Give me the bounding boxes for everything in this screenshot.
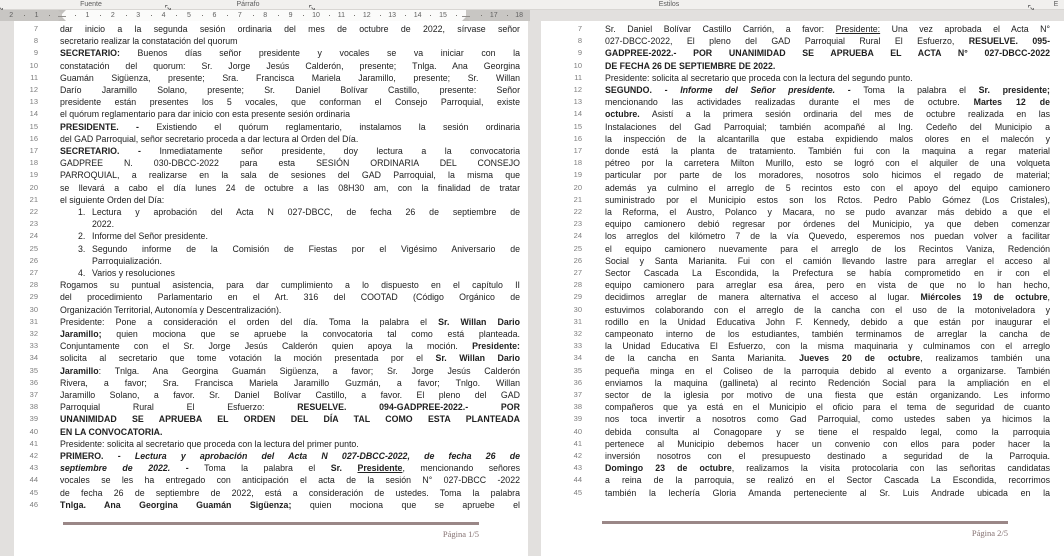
line-number: 7 <box>577 24 582 33</box>
document-line <box>14 352 528 364</box>
document-line <box>14 487 528 499</box>
document-line <box>541 108 1064 120</box>
ruler-tick <box>176 15 177 16</box>
line-number: 10 <box>573 60 582 70</box>
line-number: 25 <box>573 243 582 253</box>
document-line <box>541 377 1064 389</box>
ruler-tick <box>430 15 431 16</box>
line-number: 20 <box>29 182 38 192</box>
ruler-row <box>0 10 1064 21</box>
document-line <box>541 291 1064 303</box>
line-number: 37 <box>573 390 582 399</box>
document-line <box>541 157 1064 169</box>
line-text: del GAD Parroquial, señor secretario proceda a dar lectura al Orden del Día. <box>60 133 359 144</box>
ruler-number: 12 <box>362 12 371 19</box>
line-number: 30 <box>29 304 38 314</box>
line-number: 43 <box>29 463 38 473</box>
ruler-tick <box>380 15 381 16</box>
ruler-number: 10 <box>312 12 320 19</box>
first-line-indent-marker[interactable] <box>58 10 66 14</box>
line-text: también la lechería Gloria Amanda perteneciente al Sr. Luis Andrade ubicada en la <box>605 487 1050 498</box>
line-number: 36 <box>573 377 582 387</box>
line-number: 41 <box>29 438 38 448</box>
ruler-tick <box>253 15 254 16</box>
line-number: 16 <box>573 133 582 143</box>
line-number: 35 <box>29 365 38 375</box>
list-number: 2. <box>78 231 86 242</box>
line-number: 27 <box>29 268 38 277</box>
document-line <box>541 426 1064 438</box>
line-text: Presidente: Pone a consideración el orden del día. Toma la palabra el Sr. Willan Dario <box>60 316 520 327</box>
paragraph-dialog-launcher-icon[interactable] <box>308 0 317 9</box>
ruler-tick <box>75 15 76 16</box>
document-line <box>14 96 528 108</box>
line-text: estuvimos colaborando con el arreglo de la cancha con el uso de la motoniveladora y <box>605 304 1050 315</box>
line-number: 41 <box>573 438 582 448</box>
ruler-tick <box>481 15 482 16</box>
document-line <box>14 230 528 242</box>
list-number: 3. <box>78 243 86 254</box>
line-text: 3. Segundo informe de la Comisión de Fiestas por el Vigésimo Aniversario de <box>78 243 520 254</box>
document-canvas <box>0 21 1064 556</box>
document-line <box>541 206 1064 218</box>
line-text: 2022. <box>92 219 115 230</box>
document-line <box>14 243 528 255</box>
document-line <box>541 365 1064 377</box>
ruler-number: 2 <box>110 12 115 19</box>
document-line <box>14 23 528 35</box>
line-number: 44 <box>29 475 38 485</box>
line-number: 11 <box>574 72 582 82</box>
document-line <box>14 255 528 267</box>
document-line <box>14 316 528 328</box>
line-number: 11 <box>30 72 38 82</box>
line-text: el siguiente Orden del Día: <box>60 194 165 205</box>
line-number: 38 <box>29 402 38 412</box>
ruler-tick <box>100 15 101 16</box>
line-text: donde está la planta de tratamiento. También fui con la maquina a regar material <box>605 146 1050 156</box>
document-line <box>541 23 1064 35</box>
line-number: 18 <box>573 158 582 168</box>
document-line <box>541 35 1064 47</box>
ribbon-group-label-styles: Estilos <box>658 1 680 8</box>
line-number: 35 <box>573 365 582 375</box>
line-number: 33 <box>573 341 582 351</box>
line-number: 15 <box>29 121 38 131</box>
line-text: el quórum reglamentario para dar inicio con esta presente sesión ordinaria <box>60 109 350 120</box>
line-text: el equipo camionero nuevamente para el arreglo de los Recintos Vaniza, Redención <box>605 243 1050 254</box>
line-text: Presidente: solicita al secretario que proceda con la lectura del segundo punto. <box>605 72 913 83</box>
line-text: Parroquial Rural El Esfuerzo: RESUELVE. 094-GADPREE-2022.- POR <box>60 402 520 413</box>
document-line <box>14 377 528 389</box>
document-line <box>541 487 1064 499</box>
line-text: Instalaciones del Gad Parroquial; también acompañé al Ing. Cedeño del Municipio a <box>605 121 1050 132</box>
document-line <box>541 133 1064 145</box>
line-text: nos toca invertir a nosotros como Gad Parroquial, como ustedes saben ya hicimos la <box>605 414 1050 425</box>
ruler-number: 1 <box>34 12 39 19</box>
line-number: 37 <box>29 390 38 399</box>
line-text: compañeros que ya está en el Municipio el oficio para el tema de seguridad de cuanto <box>605 402 1050 413</box>
document-line <box>14 426 528 438</box>
line-number: 9 <box>33 48 38 58</box>
document-line <box>14 169 528 181</box>
line-text: SECRETARIO: Buenos días señor presidente y vocales se va iniciar con la <box>60 48 520 59</box>
ruler-tick <box>24 15 25 16</box>
line-text: dar inicio a la segunda sesión ordinaria del mes de octubre de 2022, sírvase señor <box>60 24 520 34</box>
line-text: Conjuntamente con el Sr. Jorge Jesús Calderón quien apoya la moción. Presidente: <box>60 341 520 352</box>
ribbon-group-label-font: Fuente <box>80 1 102 8</box>
line-text: SEGUNDO. - Informe del Señor presidente. - Toma la palabra el Sr. presidente; <box>605 85 1050 95</box>
line-number: 14 <box>29 109 38 119</box>
document-line <box>14 340 528 352</box>
line-text: PRIMERO. - Lectura y aprobación del Acta N 027-DBCC-2022, de fecha 26 de <box>60 451 520 461</box>
ruler-tick <box>456 15 457 16</box>
document-line <box>14 121 528 133</box>
line-text: constatación del quorum: Sr. Jorge Jesús Calderón, presente; Tnlga. Ana Georgina <box>60 60 520 71</box>
document-line <box>14 279 528 291</box>
line-text: particular por parte de los moradores, nosotros solo hicimos el regado de material; <box>605 170 1050 181</box>
line-text: vocales se les ha entregado con anticipación el acta de la sesión N° 027-DBCC -2022 <box>60 475 520 486</box>
line-text: UNANIMIDAD SE APRUEBA EL ORDEN DEL DÍA TAL COMO ESTA PLANTEADA <box>60 414 520 425</box>
line-text: equipo camionero para arreglar esa área, pero en vista de que no lo han hecho, <box>605 280 1050 291</box>
line-text: campeonato interno de los estudiantes, también terminamos de arreglar la cancha de <box>605 329 1050 339</box>
line-text: Rogamos su puntual asistencia, para dar cumplimiento a lo dispuesto en el capítulo II <box>60 280 520 291</box>
line-text: equipo camionero debió regresar por órdenes del Municipio, ya que deben comenzar <box>605 219 1050 230</box>
document-line <box>14 157 528 169</box>
document-line <box>14 145 528 157</box>
ruler-tick <box>227 15 228 16</box>
document-line <box>14 47 528 59</box>
font-dialog-launcher-icon[interactable] <box>164 0 173 9</box>
ruler-number: 8 <box>263 12 268 19</box>
styles-dialog-launcher-icon[interactable] <box>1027 0 1036 9</box>
document-line <box>14 218 528 230</box>
line-number: 32 <box>573 329 582 338</box>
line-text: enviamos la maquina (gallineta) al recinto Redención Social para la ampliación en el <box>605 377 1050 388</box>
line-text: además ya culmino el arreglo de 5 recintos esto con el apoyo del equipo camionero <box>605 182 1050 193</box>
line-text: PARROQUIAL, a realizarse en la sala de sesiones del GAD Parroquial, la misma que <box>60 170 520 181</box>
line-text: presidente están presentes los 5 vocales, que conforman el Consejo Parroquial, existe <box>60 97 520 108</box>
ruler-number: 18 <box>515 12 524 19</box>
document-line <box>14 194 528 206</box>
document-line <box>541 194 1064 206</box>
line-text: la Reforma, el Austro, Polanco y Macara, no se pudo avanzar más debido a que el <box>605 207 1050 217</box>
document-line <box>541 47 1064 59</box>
line-text: la Unidad Educativa El Esfuerzo, con la misma maquinaria y culminamos con el arreglo <box>605 341 1050 352</box>
line-text: Rivera, a favor; Sra. Francisca Mariela Jaramillo Guzmán, a favor; Tnlgo. Willan <box>60 377 520 388</box>
line-number: 20 <box>573 182 582 192</box>
ribbon-group-label-edge: E <box>1053 1 1059 8</box>
document-line <box>14 60 528 72</box>
line-text: rodillo en la Unidad Educativa John F. Kennedy, debido a que están por inaugurar el <box>605 316 1050 327</box>
ruler-number: 1 <box>85 12 90 19</box>
line-number: 16 <box>29 133 38 143</box>
ruler-tick <box>202 15 203 16</box>
line-number: 40 <box>29 426 38 436</box>
line-number: 42 <box>573 451 582 460</box>
document-line <box>14 365 528 377</box>
document-line <box>541 401 1064 413</box>
line-number: 31 <box>573 316 582 326</box>
line-text: mencionando las actividades realizadas durante el mes de octubre. Martes 12 de <box>605 97 1050 108</box>
document-line <box>541 279 1064 291</box>
line-number: 33 <box>29 341 38 351</box>
document-line <box>541 304 1064 316</box>
line-number: 29 <box>29 292 38 302</box>
line-text: Presidente: solicita al secretario que proceda con la lectura del primer punto. <box>60 438 359 449</box>
document-line <box>541 340 1064 352</box>
document-line <box>541 474 1064 486</box>
line-text: PRESIDENTE. - Existiendo el quórum reglamentario, instalamos la sesión ordinaria <box>60 121 520 132</box>
document-line <box>541 145 1064 157</box>
ruler-number: 6 <box>212 12 217 19</box>
document-line <box>541 243 1064 255</box>
ruler-number: 17 <box>489 12 498 19</box>
line-text: octubre. Asistí a la primera sesión ordinaria del mes de octubre realizada en las <box>605 109 1050 120</box>
line-number: 12 <box>573 85 582 94</box>
line-number: 10 <box>29 60 38 70</box>
line-number: 26 <box>573 255 582 265</box>
line-number: 23 <box>573 219 582 229</box>
line-text: Darío Jaramillo Solano, presente; Sr. Daniel Bolívar Castillo, presente: Señor <box>60 85 520 95</box>
line-text: GADPREE-2022.- POR UNANIMIDAD SE APRUEBA EL ACTA N° 027-DBCC-2022 <box>605 48 1050 59</box>
document-line <box>14 84 528 96</box>
line-number: 24 <box>573 231 582 241</box>
line-number: 22 <box>573 207 582 216</box>
document-line <box>14 182 528 194</box>
document-line <box>14 108 528 120</box>
ruler-tick <box>49 15 50 16</box>
line-text: Sr. Daniel Bolívar Castillo Carrión, a favor: Presidente: Una vez aprobada el Acta N° <box>605 24 1050 34</box>
document-line <box>541 96 1064 108</box>
line-text: a reina de la parroquia, se realizó en el Sector Cascada La Escondida, recorrimos <box>605 475 1050 486</box>
document-line <box>541 255 1064 267</box>
line-text: solicita al secretario que tome votación la moción presentada por el Sr. Willan Dario <box>60 353 520 364</box>
document-line <box>541 438 1064 450</box>
document-line <box>541 218 1064 230</box>
line-number: 27 <box>573 268 582 277</box>
line-number: 36 <box>29 377 38 387</box>
line-text: Jaramillo Solano, a favor. Sr. Daniel Bolívar Castillo, a favor. El pleno del GAD <box>60 390 520 400</box>
ruler-tick <box>151 15 152 16</box>
line-number: 8 <box>33 36 38 46</box>
line-number: 29 <box>573 292 582 302</box>
line-number: 40 <box>573 426 582 436</box>
document-line <box>541 450 1064 462</box>
line-text: DE FECHA 26 DE SEPTIEMBRE DE 2022. <box>605 60 776 71</box>
document-line <box>14 328 528 340</box>
document-line <box>14 304 528 316</box>
line-text: pequeña minga en el Coliseo de la parroquia debido al evento a organizarse. También <box>605 365 1050 376</box>
document-line <box>14 133 528 145</box>
line-number: 25 <box>29 243 38 253</box>
line-number: 13 <box>29 97 38 107</box>
line-number: 24 <box>29 231 38 241</box>
document-line <box>541 462 1064 474</box>
line-number: 7 <box>33 24 38 33</box>
line-text: suministrado por el Municipio estos son los Rctos. Pedro Pablo Gómez (Los Cristales), <box>605 194 1050 205</box>
line-text: EN LA CONVOCATORIA. <box>60 426 163 437</box>
document-line <box>14 450 528 462</box>
line-number: 9 <box>577 48 582 58</box>
line-text: los arreglos del kilómetro 7 de la vía Quevedo, esperemos nos puedan volver a facilitar <box>605 231 1050 242</box>
horizontal-ruler[interactable] <box>0 10 530 21</box>
document-line <box>541 328 1064 340</box>
line-number: 15 <box>573 121 582 131</box>
line-text: Parroquialización. <box>92 255 162 266</box>
document-line <box>541 121 1064 133</box>
document-line <box>14 401 528 413</box>
line-number: 19 <box>573 170 582 180</box>
list-number: 4. <box>78 268 86 278</box>
document-line <box>14 462 528 474</box>
line-number: 46 <box>29 499 38 509</box>
document-line <box>541 169 1064 181</box>
ruler-number: 4 <box>161 12 166 19</box>
line-number: 8 <box>577 36 582 46</box>
line-number: 19 <box>29 170 38 180</box>
line-number: 39 <box>29 414 38 424</box>
document-line <box>14 474 528 486</box>
document-line <box>541 72 1064 84</box>
line-number: 26 <box>29 255 38 265</box>
line-number: 43 <box>573 463 582 473</box>
line-number: 39 <box>573 414 582 424</box>
line-number: 34 <box>29 353 38 363</box>
footer-rule <box>63 522 479 525</box>
document-line <box>541 230 1064 242</box>
line-text: Domingo 23 de octubre, realizamos la visita protocolaria con las señoritas candidatas <box>605 463 1050 474</box>
ribbon-group-row <box>0 0 1064 10</box>
document-line <box>14 267 528 279</box>
document-line <box>14 438 528 450</box>
ruler-number: 15 <box>439 12 447 19</box>
line-number: 23 <box>29 219 38 229</box>
line-text: SECRETARIO. - Inmediatamente señor presidente, doy lectura a la convocatoria <box>60 146 520 156</box>
ruler-tick <box>405 15 406 16</box>
document-line <box>14 72 528 84</box>
line-number: 44 <box>573 475 582 485</box>
line-number: 13 <box>573 97 582 107</box>
page-2[interactable] <box>541 21 1064 556</box>
ruler-number: 7 <box>237 12 242 19</box>
line-text: secretario realizar la constatación del quorum <box>60 36 238 47</box>
line-number: 28 <box>573 280 582 290</box>
ruler-number: 3 <box>136 12 141 19</box>
line-text: se llevará a cabo el día lunes 24 de octubre a las 08H30 am, con la finalidad de tratar <box>60 182 520 193</box>
line-text: Social y Santa Marianita. Fui con el camión llevando lastre para arreglar el acceso al <box>605 255 1050 266</box>
line-text: decidimos arreglar de manera alternativa el acceso al lugar. Miércoles 19 de octubre, <box>605 292 1050 303</box>
ruler-tick <box>278 15 279 16</box>
line-number: 42 <box>29 451 38 460</box>
ruler-tick <box>329 15 330 16</box>
line-number: 22 <box>29 207 38 216</box>
ruler-number: 2 <box>9 12 14 19</box>
line-number: 18 <box>29 158 38 168</box>
document-line <box>14 389 528 401</box>
clipboard-dialog-launcher-icon[interactable] <box>0 0 5 9</box>
document-line <box>541 267 1064 279</box>
ruler-tick <box>303 15 304 16</box>
line-text: Organización Territorial, Autonomía y Descentralización). <box>60 304 282 315</box>
line-number: 38 <box>573 402 582 412</box>
line-text: GADPREE N. 030-DBCC-2022 para esta SESIÓN ORDINARIA DEL CONSEJO <box>60 158 520 169</box>
document-line <box>14 413 528 425</box>
document-line <box>541 389 1064 401</box>
line-number: 12 <box>29 85 38 94</box>
ribbon-group-label-paragraph: Párrafo <box>236 1 260 8</box>
line-text: Jaramillo; quien mociona que se apruebe la convocatoria tal como está planteada. <box>60 329 520 339</box>
line-text: 4. Varios y resoluciones <box>78 268 175 278</box>
ruler-number: 5 <box>187 12 191 19</box>
line-number: 30 <box>573 304 582 314</box>
line-number: 45 <box>29 487 38 497</box>
line-text: septiembre de 2022. - Toma la palabra el Sr. Presidente, mencionando señores <box>60 463 520 474</box>
document-line <box>14 206 528 218</box>
document-line <box>14 35 528 47</box>
line-text: debida consulta al Conagopare y se tiene el respaldo legal, como la parroquia <box>605 426 1050 437</box>
line-text: la inspección de la alcantarilla que estaba expidiendo malos olores en el malecón y <box>605 133 1050 144</box>
ruler-number: 14 <box>413 12 422 19</box>
document-line <box>541 182 1064 194</box>
line-text: 027-DBCC-2022, El pleno del GAD Parroquial Rural El Esfuerzo, RESUELVE. 095- <box>605 36 1050 47</box>
line-number: 45 <box>573 487 582 497</box>
line-text: 1. Lectura y aprobación del Acta N 027-DBCC, de fecha 26 de septiembre de <box>78 207 520 217</box>
ruler-number: 9 <box>288 12 293 19</box>
line-text: Guamán Sigüenza, presente; Sra. Francisca Mariela Jaramillo, presente; Sr. Willan <box>60 72 520 83</box>
line-number: 34 <box>573 353 582 363</box>
footer-rule <box>602 521 1008 524</box>
document-line <box>541 60 1064 72</box>
list-number: 1. <box>78 207 86 217</box>
document-line <box>541 84 1064 96</box>
line-text: de fecha 26 de septiembre de 2022, está a consideración de ustedes. Toma la palabra <box>60 487 520 498</box>
line-number: 17 <box>573 146 582 155</box>
line-text: 2. Informe del Señor presidente. <box>78 231 208 242</box>
line-text: de la cancha en Santa Marianita. Jueves 20 de octubre, realizamos también una <box>605 353 1050 364</box>
line-number: 21 <box>573 194 582 204</box>
line-number: 32 <box>29 329 38 338</box>
page-1[interactable] <box>14 21 528 556</box>
ruler-tick <box>126 15 127 16</box>
document-line <box>541 413 1064 425</box>
ruler-tick <box>354 15 355 16</box>
document-line <box>14 499 528 511</box>
line-text: pétreo por la carretera Milton Murillo, esto se logró con el alquiler de una volqueta <box>605 158 1050 169</box>
line-text: Jaramillo: Tnlga. Ana Georgina Guamán Sigüenza, a favor; Sr. Jorge Jesús Calderón <box>60 365 520 376</box>
line-number: 31 <box>29 316 38 326</box>
line-text: Sector Cascada La Escondida, la Prefectura se había comprometido en ir con el <box>605 268 1050 278</box>
document-line <box>541 316 1064 328</box>
line-text: sector de la iglesia por motivo de una fiesta que están organizando. Les informo <box>605 390 1050 400</box>
line-number: 17 <box>29 146 38 155</box>
line-text: Tnlga. Ana Georgina Guamán Sigüenza; quien mociona que se apruebe el <box>60 499 520 510</box>
line-text: del procedimiento Parlamentario en el Art. 316 del COOTAD (Código Orgánico de <box>60 292 520 303</box>
line-text: pertenece al Municipio debemos hacer un convenio con ellos para poder hacer la <box>605 438 1050 449</box>
line-number: 21 <box>29 194 38 204</box>
document-line <box>541 352 1064 364</box>
line-number: 28 <box>29 280 38 290</box>
ruler-number: 11 <box>337 12 346 19</box>
document-line <box>14 291 528 303</box>
ruler-number: 13 <box>388 12 397 19</box>
line-number: 14 <box>573 109 582 119</box>
line-text: inversión nosotros con el presupuesto destinado a seguridad de la Parroquia. <box>605 451 1050 461</box>
ruler-tick <box>507 15 508 16</box>
page-number-footer: Página 2/5 <box>971 528 1008 538</box>
page-number-footer: Página 1/5 <box>442 529 479 539</box>
